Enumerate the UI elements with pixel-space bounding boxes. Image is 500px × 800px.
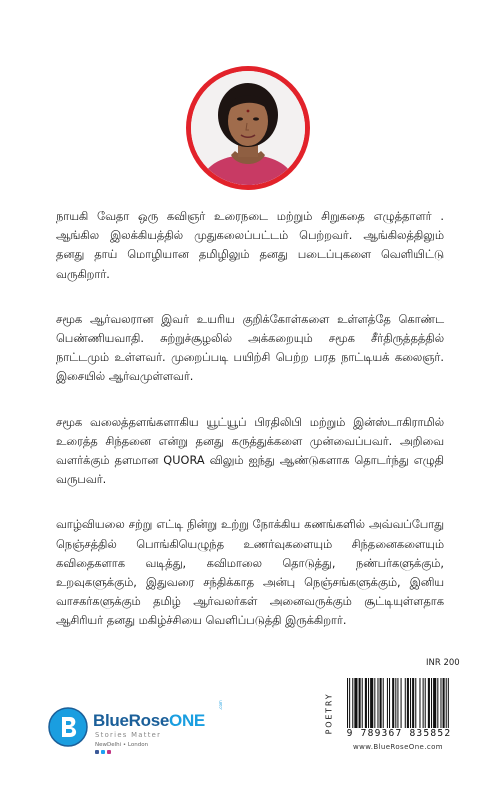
barcode-bar bbox=[387, 678, 388, 728]
publisher-cities: NewDelhi • London bbox=[95, 742, 149, 748]
publisher-website: www.BlueRoseOne.com bbox=[352, 743, 444, 751]
barcode-bar bbox=[433, 678, 436, 728]
barcode-bar bbox=[415, 678, 416, 728]
bio-paragraph: நாயகி வேதா ஒரு கவிஞர் உரைநடை மற்றும் சிறுகதை எழுத்தாளர் . ஆங்கில இலக்கியத்தில் முதுகலைப்பட்டம் பெற்றவர். ஆங்கிலத்திலும் தனது தாய் மொழியான தமிழிலும் தனது படைப்புகளை வெளியிட்டு வருகிறார். bbox=[56, 210, 444, 281]
publisher-tagline: Stories Matter bbox=[95, 731, 162, 739]
barcode-bar bbox=[407, 678, 409, 728]
barcode-bar bbox=[440, 678, 441, 728]
publisher-dotcom: .com bbox=[218, 700, 223, 710]
isbn-barcode bbox=[339, 674, 457, 754]
barcode-bar bbox=[380, 678, 382, 728]
author-bio bbox=[56, 207, 444, 657]
barcode-bar bbox=[395, 678, 396, 728]
social-icons bbox=[95, 750, 111, 754]
barcode-bar bbox=[354, 678, 357, 728]
barcode-bar bbox=[359, 678, 361, 728]
barcode-bar bbox=[362, 678, 363, 728]
barcode-bar bbox=[392, 678, 394, 728]
category-text: POETRY bbox=[324, 692, 334, 734]
price-label: INR 200 bbox=[426, 658, 460, 668]
isbn-number: 9 789367 835852 bbox=[341, 728, 457, 739]
barcode-bar bbox=[437, 678, 438, 728]
barcode-bar bbox=[347, 678, 348, 734]
barcode-bar bbox=[410, 678, 411, 728]
barcode-bar bbox=[431, 678, 432, 728]
publisher-name-accent: ONE bbox=[169, 711, 205, 730]
facebook-icon bbox=[95, 750, 99, 754]
bio-paragraph: சமூக ஆர்வலரான இவர் உயரிய குறிக்கோள்களை உள்ளத்தே கொண்ட பெண்ணியவாதி. சுற்றுச்சூழலில் அக்கறையும் சமூக சீர்திருத்தத்தில் நாட்டமும் உள்ளவர். முறைப்படி பயிற்சி பெற்ற பரத நாட்டியக் கலைஞர். இசையில் ஆர்வமுள்ளவர். bbox=[56, 312, 444, 384]
barcode-bar bbox=[419, 678, 420, 728]
barcode-bar bbox=[377, 678, 378, 728]
barcode-bar bbox=[370, 678, 373, 728]
category-label bbox=[322, 684, 336, 742]
author-photo bbox=[191, 71, 305, 185]
barcode-bar bbox=[401, 678, 402, 734]
barcode-bar bbox=[425, 678, 426, 728]
instagram-icon bbox=[107, 750, 111, 754]
barcode-bar bbox=[448, 678, 449, 734]
barcode-bar bbox=[389, 678, 390, 728]
barcode-bar bbox=[349, 678, 350, 734]
twitter-icon bbox=[101, 750, 105, 754]
barcode-bar bbox=[446, 678, 447, 734]
barcode-bar bbox=[443, 678, 445, 728]
bluerose-logo-icon bbox=[48, 707, 88, 747]
bio-paragraph: வாழ்வியலை சற்று எட்டி நின்று உற்று நோக்கிய கணங்களில் அவ்வப்போது நெஞ்சத்தில் பொங்கியெழுந்த உணர்வுகளையும் சிந்தனைகளையும் கவிதைகளாக வடித்து, கவிமாலை தொடுத்து, நண்பர்களுக்கும், உறவுகளுக்கும், இதுவரை சந்திக்காத அன்பு நெஞ்சங்களுக்கும், இனிய வாசகர்களுக்கும் தமிழ் ஆர்வலர்கள் அனைவருக்கும் சூட்டியுள்ளதாக ஆசிரியர் தனது மகிழ்ச்சியை வெளிப்படுத்தி இருக்கிறார். bbox=[56, 518, 444, 628]
barcode-bar bbox=[383, 678, 384, 728]
barcode-bars bbox=[339, 674, 457, 736]
barcode-bar bbox=[352, 678, 353, 728]
publisher-name-main: BlueRose bbox=[93, 711, 170, 730]
barcode-bar bbox=[374, 678, 375, 728]
barcode-bar bbox=[365, 678, 367, 728]
barcode-bar bbox=[428, 678, 430, 728]
barcode-bar bbox=[405, 678, 406, 728]
publisher-name bbox=[93, 711, 205, 731]
barcode-bar bbox=[412, 678, 414, 728]
bio-paragraph: சமூக வலைத்தளங்களாகிய யூட்யூப் பிரதிலிபி மற்றும் இன்ஸ்டாகிராமில் உரைத்த சிந்தனை என்று தனது கருத்துக்களை முன்வைப்பவர். அறிவை வளர்க்கும் தளமான QUORA விலும் ஐந்து ஆண்டுகளாக தொடர்ந்து எழுதி வருபவர். bbox=[56, 415, 444, 487]
publisher-logo bbox=[48, 700, 248, 755]
barcode-bar bbox=[368, 678, 369, 728]
barcode-bar bbox=[397, 678, 398, 734]
barcode-bar bbox=[423, 678, 424, 728]
author-photo-frame bbox=[186, 66, 310, 190]
